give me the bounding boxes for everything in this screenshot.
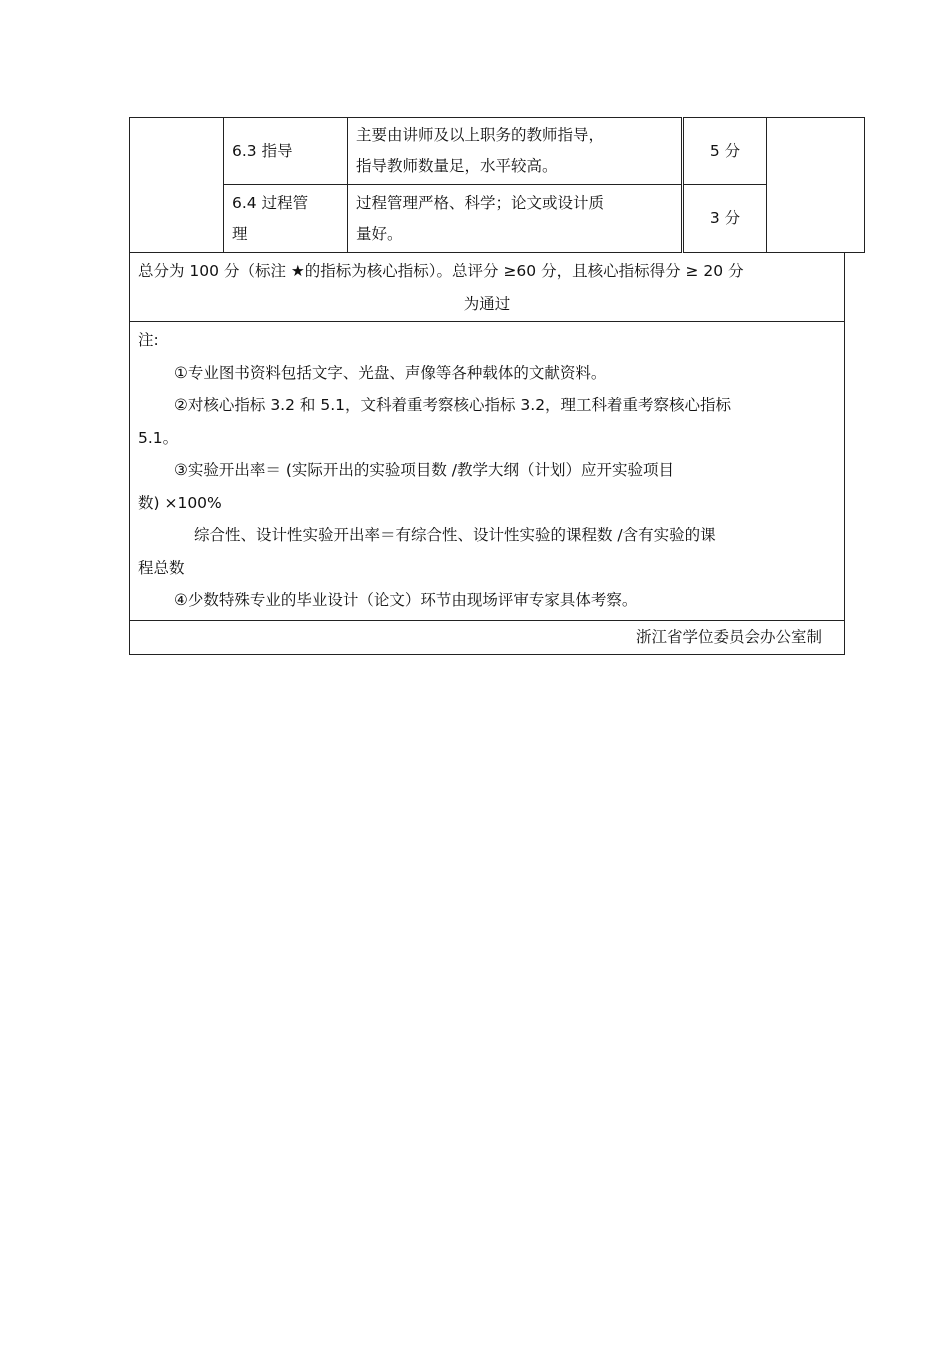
note-item: ③实验开出率＝ (实际开出的实验项目数 /教学大纲（计划）应开实验项目	[174, 461, 675, 479]
description-line: 量好。	[356, 224, 403, 243]
note-item: 5.1。	[138, 428, 179, 447]
description-cell	[348, 185, 683, 253]
summary-line: 为通过	[463, 295, 511, 313]
issuer-label: 浙江省学位委员会办公室制	[635, 627, 822, 646]
item-cell	[224, 185, 348, 253]
notes-heading: 注:	[138, 331, 159, 349]
scoring-summary	[129, 253, 845, 322]
item-label: 6.3 指导	[232, 141, 293, 160]
note-item: 数) ×100%	[138, 493, 222, 512]
note-item: 程总数	[138, 558, 185, 577]
description-line: 过程管理严格、科学；论文或设计质	[356, 193, 605, 212]
description-line: 指导教师数量足，水平较高。	[356, 157, 558, 175]
item-label: 理	[232, 224, 248, 243]
note-item: ④少数特殊专业的毕业设计（论文）环节由现场评审专家具体考察。	[174, 591, 638, 609]
remark-cell	[767, 118, 865, 253]
item-cell	[224, 118, 348, 185]
note-item: ②对核心指标 3.2 和 5.1，文科着重考察核心指标 3.2，理工科着重考察核心指标	[174, 396, 732, 414]
score-value: 3 分	[709, 209, 741, 227]
evaluation-document	[129, 117, 845, 655]
description-line: 主要由讲师及以上职务的教师指导，	[356, 126, 605, 144]
category-cell	[130, 118, 224, 253]
score-value: 5 分	[709, 141, 741, 160]
table-row	[130, 185, 865, 253]
notes-section	[129, 322, 845, 621]
score-cell	[683, 118, 767, 185]
table-row	[130, 118, 865, 185]
criteria-table	[129, 117, 865, 253]
score-cell	[683, 185, 767, 253]
summary-line: 总分为 100 分（标注 ★的指标为核心指标）。总评分 ≥60 分，且核心指标得分 ≥ 20 分	[138, 262, 744, 280]
description-cell	[348, 118, 683, 185]
item-label: 6.4 过程管	[232, 193, 309, 212]
note-item: 综合性、设计性实验开出率＝有综合性、设计性实验的课程数 /含有实验的课	[194, 526, 716, 544]
issuer-footer	[129, 621, 845, 655]
note-item: ①专业图书资料包括文字、光盘、声像等各种载体的文献资料。	[174, 363, 607, 382]
